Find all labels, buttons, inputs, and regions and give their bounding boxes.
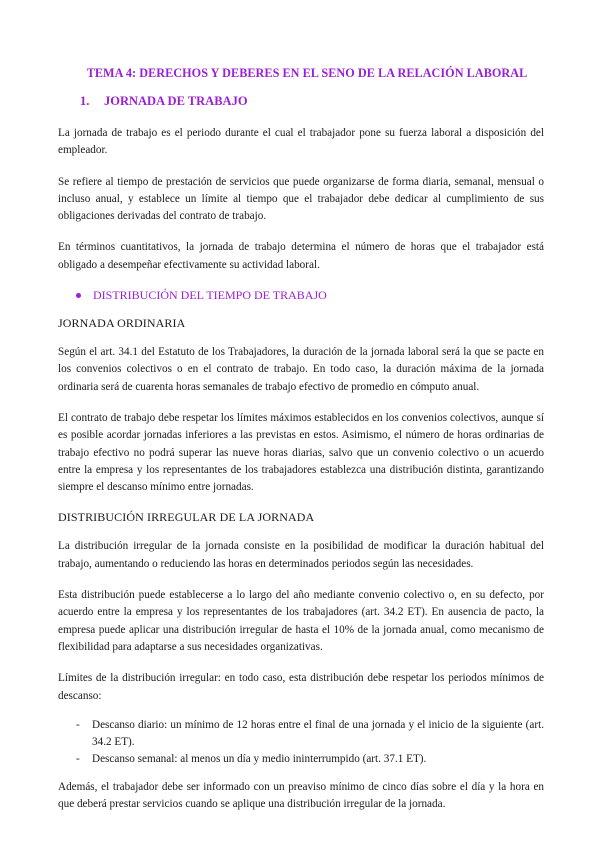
- section-number: 1.: [80, 94, 90, 108]
- list-item-text: Descanso semanal: al menos un día y medio ininterrumpido (art. 37.1 ET).: [92, 753, 427, 766]
- intro-paragraph-1: La jornada de trabajo es el periodo durante el cual el trabajador pone su fuerza laboral a disposición del empleador.: [58, 127, 544, 157]
- section-heading-jornada: [80, 94, 544, 109]
- descanso-list: [58, 717, 544, 769]
- section-label: JORNADA DE TRABAJO: [104, 94, 248, 108]
- list-item-text: Descanso diario: un mínimo de 12 horas entre el final de una jornada y el inicio de la siguiente (art. 34.2 ET).: [92, 718, 544, 749]
- subheading-distribucion-irregular: DISTRIBUCIÓN IRREGULAR DE LA JORNADA: [58, 510, 315, 525]
- bullet-dot-icon: [76, 293, 81, 298]
- ordinaria-paragraph-2: El contrato de trabajo debe respetar los límites máximos establecidos en los convenios colectivos, aunque sí es posible acordar jornadas inferiores a las previstas en estos. Asimismo, el número de horas ordinarias de trabajo efectivo no podrá superar las nueve horas diarias, salvo que un convenio colectivo o un acuerdo entre la empresa y los representantes de los trabajadores establezca una distribución distinta, garantizando siempre el descanso mínimo entre jornadas.: [58, 411, 544, 494]
- ordinaria-paragraph-1: Según el art. 34.1 del Estatuto de los Trabajadores, la duración de la jornada laboral será la que se pacte en los convenios colectivos o en el contrato de trabajo. En todo caso, la duración máxima de la jornada ordinaria será de cuarenta horas semanales de trabajo efectivo de promedio en cómputo anual.: [58, 346, 544, 393]
- intro-paragraph-3: En términos cuantitativos, la jornada de trabajo determina el número de horas que el trabajador está obligado a desempeñar efectivamente su actividad laboral.: [58, 241, 544, 271]
- bullet-heading: [76, 288, 544, 303]
- list-marker: -: [76, 753, 80, 766]
- document-title: TEMA 4: DERECHOS Y DEBERES EN EL SENO DE LA RELACIÓN LABORAL: [86, 66, 528, 80]
- list-marker: -: [76, 718, 80, 731]
- irregular-paragraph-3: Límites de la distribución irregular: en todo caso, esta distribución debe respetar los periodos mínimos de descanso:: [58, 672, 544, 702]
- intro-paragraph-2: Se refiere al tiempo de prestación de servicios que puede organizarse de forma diaria, semanal, mensual o incluso anual, y establece un límite al tiempo que el trabajador debe dedicar al cumplimiento de sus obligaciones derivadas del contrato de trabajo.: [58, 175, 544, 223]
- list-item: [58, 751, 544, 768]
- bullet-heading-label: DISTRIBUCIÓN DEL TIEMPO DE TRABAJO: [93, 288, 327, 303]
- irregular-paragraph-1: La distribución irregular de la jornada consiste en la posibilidad de modificar la duración habitual del trabajo, aumentando o reduciendo las horas en determinados periodos según las necesidades.: [58, 540, 544, 570]
- closing-paragraph: Además, el trabajador debe ser informado con un preaviso mínimo de cinco días sobre el día y la hora en que deberá prestar servicios cuando se aplique una distribución irregular de la jornada.: [58, 780, 544, 811]
- list-item: [58, 717, 544, 752]
- irregular-paragraph-2: Esta distribución puede establecerse a lo largo del año mediante convenio colectivo o, en su defecto, por acuerdo entre la empresa y los representantes de los trabajadores (art. 34.2 ET). En ausencia de pacto, la empresa puede aplicar una distribución irregular de hasta el 10% de la jornada anual, como mecanismo de flexibilidad para adaptarse a sus necesidades organizativas.: [58, 589, 544, 653]
- subheading-jornada-ordinaria: JORNADA ORDINARIA: [58, 316, 186, 331]
